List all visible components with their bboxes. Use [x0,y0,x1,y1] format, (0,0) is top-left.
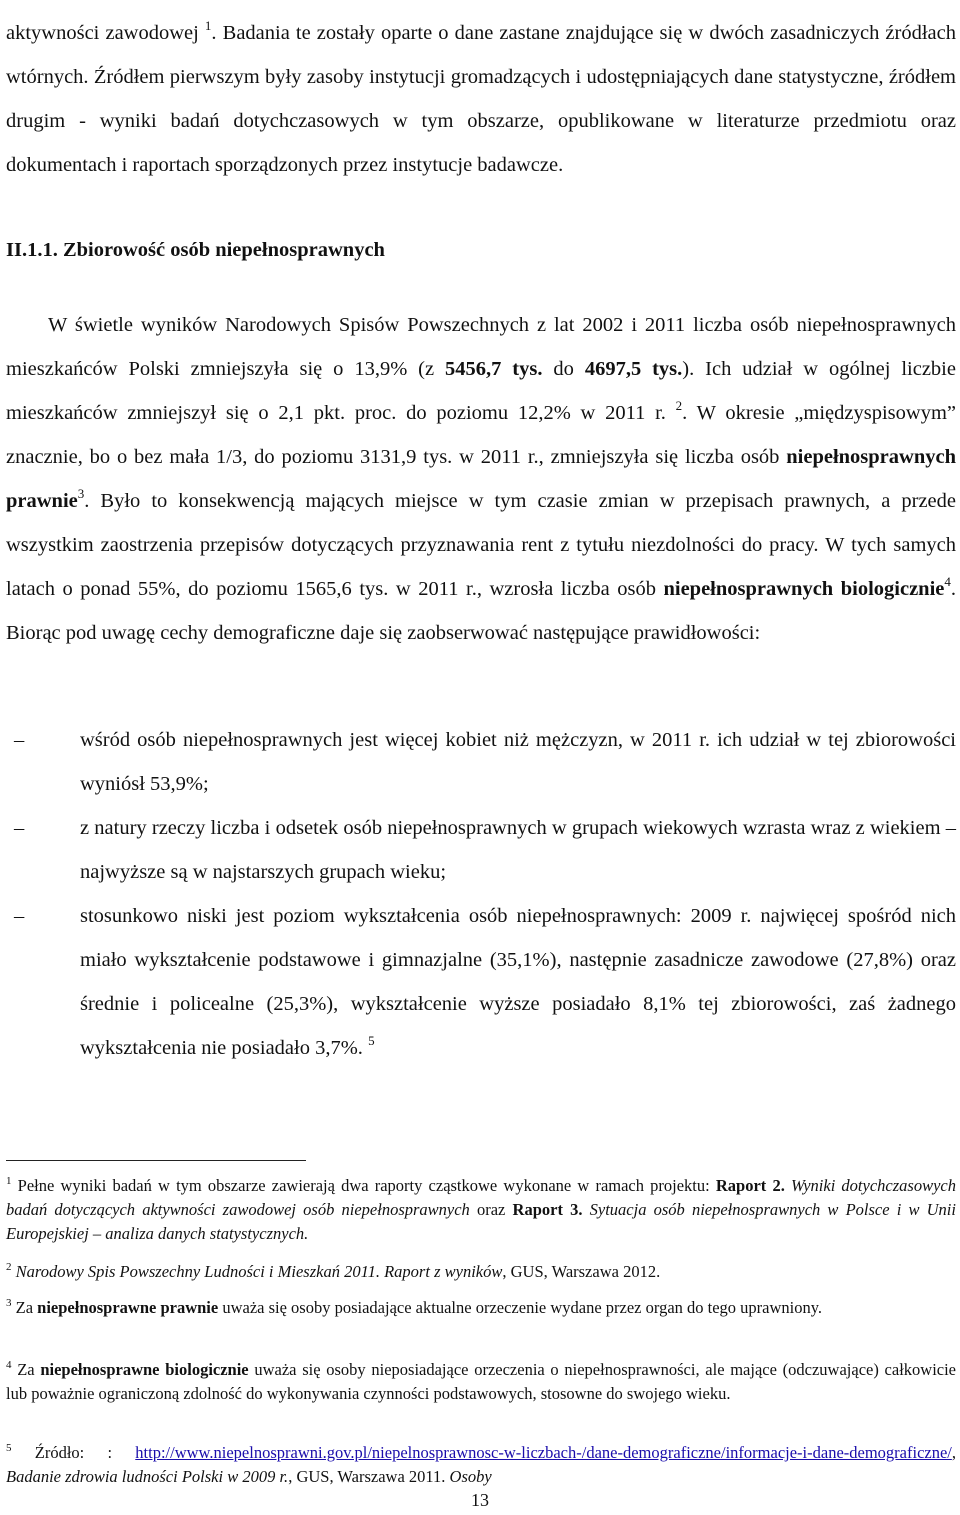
footnote-separator [6,1160,306,1161]
text-run: , GUS, Warszawa 2012. [502,1262,661,1281]
text-run: Pełne wyniki badań w tym obszarze zawierają dwa raporty cząstkowe wykonane w ramach projektu: [11,1176,716,1195]
text-run: . W okresie „międzyspisowym” znacznie, bo o bez mała 1/3, do poziomu 3131,9 tys. w 2011 r., zmniejszyła się liczba osób [6,401,956,468]
bold-term: niepełnosprawne prawnie [37,1298,219,1317]
italic-title: Badanie zdrowia ludności Polski w 2009 r. [6,1467,289,1486]
italic-title: Sytuacja osób niepełnosprawnych w Polsce i w Unii Europejskiej – analiza danych statystycznych. [6,1200,956,1243]
text-run: . Biorąc pod uwagę cechy demograficzne daje się zaobserwować następujące prawidłowości: [6,577,956,644]
footnote-1 [6,1174,956,1246]
text-run: Za [11,1298,38,1317]
text-run: aktywności zawodowej [6,21,205,44]
text-run: uważa się osoby nieposiadające orzeczenia o niepełnosprawności, ale mające (odczuwające) całkowicie lub poważnie ograniczoną zdolność do wykonywania czynności podstawowych, stosowne do swojego wieku. [6,1360,957,1403]
footnote-number: 2 [6,1261,12,1273]
list-item-text: stosunkowo niski jest poziom wykształcenia osób niepełnosprawnych: 2009 r. najwięcej spośród nich miało wykształcenie podstawowe i gimnazjalne (35,1%), następnie zasadnicze zawodowe (27,8%) oraz średnie i policealne (25,3%), wykształcenie wyższe posiadało 8,1% tej zbiorowości, zaś żadnego wykształcenia nie posiadało 3,7%. [80,905,956,1059]
dash-bullet: – [14,729,25,751]
footnote-ref-1[interactable]: 1 [204,17,212,33]
bullet-list [6,718,956,1070]
intro-paragraph [6,11,956,187]
text-run: uważa się osoby posiadające aktualne orzeczenie wydane przez organ do tego uprawniony. [218,1298,823,1317]
list-item [6,894,956,1070]
text-run: ). Ich udział w ogólnej liczbie mieszkańców zmniejszył się o 2,1 pkt. proc. do poziomu 12,2% w 2011 r. [6,357,956,424]
footnote-ref-4[interactable]: 4 [944,573,951,589]
text-run: Za [11,1360,41,1379]
bold-term: Raport 3. [512,1200,583,1219]
text-run: , [951,1443,956,1462]
footnote-number: 3 [6,1297,12,1309]
bold-term: niepełnosprawnych biologicznie [663,577,945,600]
list-item [6,718,956,806]
list-item-text: wśród osób niepełnosprawnych jest więcej kobiet niż mężczyzn, w 2011 r. ich udział w tej zbiorowości wyniósł 53,9%; [80,729,956,795]
text-run: oraz [469,1200,513,1219]
list-item [6,806,956,894]
italic-title: Narodowy Spis Powszechny Ludności i Mieszkań 2011. Raport z wyników [11,1262,503,1281]
footnote-ref-2[interactable]: 2 [675,397,683,413]
text-run: do [542,357,585,380]
footnote-ref-5[interactable]: 5 [368,1033,375,1048]
footnote-5 [6,1441,956,1489]
text-run: . Badania te zostały oparte o dane zastane znajdujące się w dwóch zasadniczych źródłach wtórnych. Źródłem pierwszym były zasoby instytucji gromadzących i udostępniających dane statystyczne, źródłem drugim - wyniki badań dotychczasowych w tym obszarze, opublikowane w literaturze przedmiotu oraz dokumentach i raportach sporządzonych przez instytucje badawcze. [6,21,956,176]
body-paragraph [6,303,956,655]
bold-term: Raport 2. [715,1176,785,1195]
bold-term: niepełnosprawnych prawnie [6,445,956,512]
footnote-number: 5 [6,1442,12,1454]
footnote-2 [6,1260,956,1284]
italic-title: Osoby [449,1467,492,1486]
bold-term: niepełnosprawne biologicznie [40,1360,249,1379]
footnote-3 [6,1296,956,1320]
footnote-ref-3[interactable]: 3 [77,485,85,501]
dash-bullet: – [14,817,25,839]
text-run: W świetle wyników Narodowych Spisów Powszechnych z lat 2002 i 2011 liczba osób niepełnosprawnych mieszkańców Polski zmniejszyła się o 13,9% (z [6,313,956,380]
bold-value: 5456,7 tys. [445,357,543,380]
list-item-text: z natury rzeczy liczba i odsetek osób niepełnosprawnych w grupach wiekowych wzrasta wraz z wiekiem – najwyższe są w najstarszych grupach wieku; [80,817,956,883]
footnote-4 [6,1358,956,1406]
bold-value: 4697,5 tys. [584,357,683,380]
footnote-number: 4 [6,1359,12,1371]
page-number: 13 [471,1490,489,1510]
source-link[interactable]: http://www.niepelnosprawni.gov.pl/niepelnosprawnosc-w-liczbach-/dane-demograficzne/informacje-i-dane-demograficzne/ [135,1443,952,1462]
dash-bullet: – [14,905,25,927]
text-run: . Było to konsekwencją mających miejsce w tym czasie zmian w przepisach prawnych, a przede wszystkim zaostrzenia przepisów dotyczących przyznawania rent z tytułu niezdolności do pracy. W tych samych latach o ponad 55%, do poziomu 1565,6 tys. w 2011 r., wzrosła liczba osób [6,489,956,600]
text-run: , GUS, Warszawa 2011. [288,1467,450,1486]
text-run: Źródło: : [11,1443,136,1462]
footnote-number: 1 [6,1175,12,1187]
italic-title: Wyniki dotychczasowych badań dotyczących aktywności zawodowej osób niepełnosprawnych [6,1176,956,1219]
section-heading: II.1.1. Zbiorowość osób niepełnosprawnych [6,239,385,261]
